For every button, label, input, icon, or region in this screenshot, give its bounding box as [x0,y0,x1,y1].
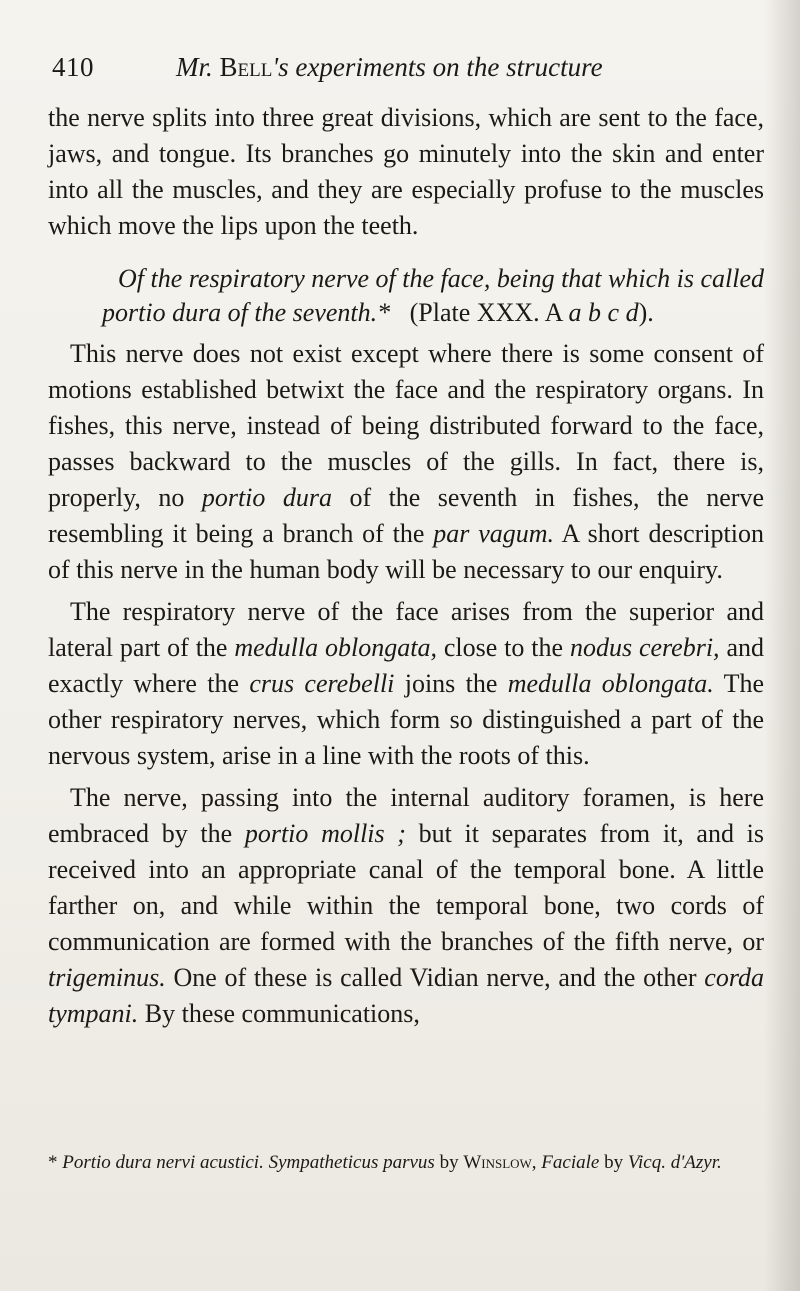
footnote-marker: * [48,1152,58,1173]
italic-term: portio mollis ; [244,819,406,848]
section-heading-line2-wrap [48,296,764,330]
footnote-text: by [434,1152,464,1173]
paragraph-foramen [48,780,764,1032]
running-head-suffix: 's experiments on the structure [272,52,603,82]
paragraph-origin [48,594,764,774]
page-edge-shadow [764,0,800,1291]
plate-reference [410,298,654,327]
text-run: By these communications, [138,999,420,1028]
page-body [48,100,764,1032]
text-run: The other respiratory nerves, which form so distinguished a part of the nervous system, arise in a line with the roots of this. [48,669,765,770]
italic-term: trigeminus. [48,963,166,992]
running-head [176,52,603,83]
text-run: The nerve, passing into the internal auditory foramen, is here embraced by the [48,783,764,848]
text-run: The respiratory nerve of the face arises from the superior and lateral part of the [48,597,764,662]
text-run: of the seventh in fishes, the nerve resembling it being a branch of the [48,483,764,548]
running-head-name: Bell [219,52,273,82]
text-run: and exactly where the [48,633,764,698]
plate-reference-close: ). [638,298,654,327]
paragraph-fishes [48,336,764,588]
paragraph-continued: the nerve splits into three great divisions, which are sent to the face, jaws, and tongue. Its branches go minutely into the skin and enter into all the muscles, and they are especially profuse to the muscles which move the lips upon the teeth. [48,103,764,240]
footnote [48,1150,760,1176]
footnote-italic: Portio dura nervi acustici. Sympatheticus parvus [62,1152,435,1173]
section-heading-line2: portio dura of the seventh.* [102,298,391,327]
page-number: 410 [52,52,94,82]
italic-term: medulla oblongata. [507,669,714,698]
italic-term: nodus cerebri, [569,633,720,662]
plate-reference-text: (Plate XXX. A [409,298,563,327]
section-heading [48,262,764,330]
italic-term: crus cerebelli [249,669,395,698]
page-header [52,52,752,92]
plate-reference-letters: a b c d [568,298,639,327]
italic-term: medulla oblongata, [234,633,437,662]
text-run: but it separates from it, and is received into an appropriate canal of the temporal bone. A little farther on, and while within the temporal bone, two cords of communication are formed with the branches of the fifth nerve, or [48,819,764,956]
footnote-author: Winslow [463,1152,532,1173]
italic-term: par vagum. [433,519,555,548]
text-run: A short description of this nerve in the human body will be necessary to our enquiry. [48,519,764,584]
text-run: close to the [436,633,570,662]
text-run: joins the [394,669,508,698]
text-run: One of these is called Vidian nerve, and the other [165,963,705,992]
italic-term: portio dura [201,483,332,512]
running-head-prefix: Mr. [176,52,213,82]
section-heading-line1: Of the respiratory nerve of the face, being that which is called [117,264,764,293]
footnote-text: by [599,1152,628,1173]
italic-term: corda tympani. [48,963,764,1028]
footnote-text: , [531,1152,542,1173]
footnote-italic: Vicq. d'Azyr. [627,1152,722,1173]
footnote-italic: Faciale [541,1152,600,1173]
text-run: This nerve does not exist except where there is some consent of motions established betwixt the face and the respiratory organs. In fishes, this nerve, instead of being distributed forward to the face, passes backward to the muscles of the gills. In fact, there is, properly, no [48,339,764,512]
